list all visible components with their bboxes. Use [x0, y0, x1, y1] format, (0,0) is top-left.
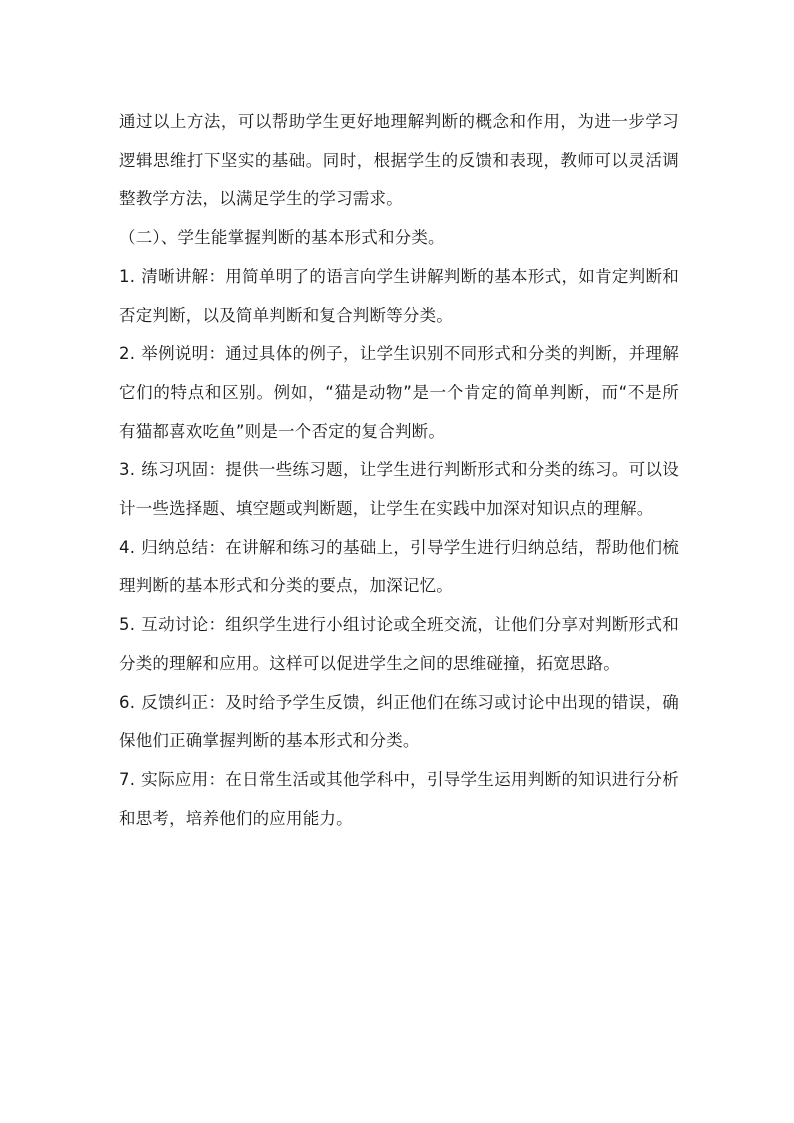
- document-body: [119, 103, 679, 838]
- list-item-number: 3.: [119, 460, 136, 480]
- paragraph-intro: [119, 103, 679, 219]
- list-item: [119, 258, 679, 335]
- list-item-number: 7.: [119, 769, 136, 789]
- list-item: [119, 761, 679, 838]
- list-item: [119, 529, 679, 606]
- list-item-number: 2.: [119, 344, 136, 364]
- list-item: [119, 606, 679, 683]
- list-item-text: 练习巩固：提供一些练习题，让学生进行判断形式和分类的练习。可以设计一些选择题、填空题或判断题，让学生在实践中加深对知识点的理解。: [119, 460, 679, 519]
- list-item: [119, 684, 679, 761]
- list-item-number: 5.: [119, 615, 136, 635]
- list-item-text: 互动讨论：组织学生进行小组讨论或全班交流，让他们分享对判断形式和分类的理解和应用。这样可以促进学生之间的思维碰撞，拓宽思路。: [119, 615, 679, 673]
- list-item-number: 4.: [119, 537, 136, 557]
- paragraph-text: 通过以上方法，可以帮助学生更好地理解判断的概念和作用，为进一步学习逻辑思维打下坚实的基础。同时，根据学生的反馈和表现，教师可以灵活调整教学方法，以满足学生的学习需求。: [119, 112, 679, 209]
- paragraph-text: （二）、学生能掌握判断的基本形式和分类。: [119, 228, 445, 248]
- list-item-text: 反馈纠正：及时给予学生反馈，纠正他们在练习或讨论中出现的错误，确保他们正确掌握判断的基本形式和分类。: [119, 692, 679, 751]
- list-item-text: 清晰讲解：用简单明了的语言向学生讲解判断的基本形式，如肯定判断和否定判断，以及简单判断和复合判断等分类。: [119, 266, 679, 325]
- list-item-text: 实际应用：在日常生活或其他学科中，引导学生运用判断的知识进行分析和思考，培养他们的应用能力。: [119, 769, 679, 828]
- list-item-number: 1.: [119, 266, 136, 286]
- section-heading: [119, 219, 679, 258]
- list-item-number: 6.: [119, 692, 136, 712]
- list-item: [119, 335, 679, 451]
- list-item: [119, 451, 679, 528]
- list-item-text: 归纳总结：在讲解和练习的基础上，引导学生进行归纳总结，帮助他们梳理判断的基本形式和分类的要点，加深记忆。: [119, 537, 679, 596]
- list-item-text: 举例说明：通过具体的例子，让学生识别不同形式和分类的判断，并理解它们的特点和区别。例如，“猫是动物”是一个肯定的简单判断，而“不是所有猫都喜欢吃鱼”则是一个否定的复合判断。: [119, 344, 679, 441]
